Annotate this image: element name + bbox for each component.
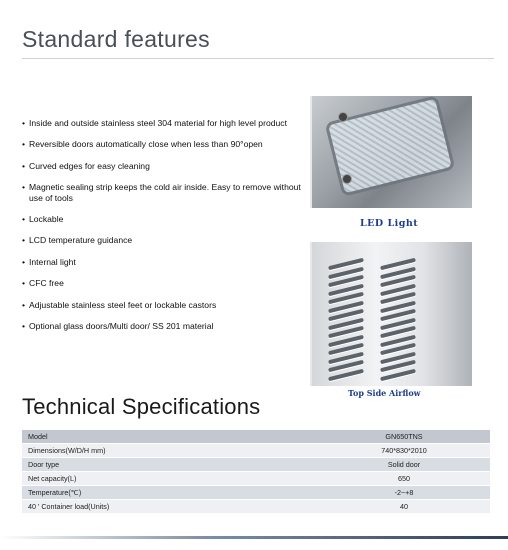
- table-row: [22, 472, 490, 486]
- led-light-caption: LED Light: [360, 218, 419, 229]
- features-list: [22, 118, 302, 342]
- list-item: [22, 161, 302, 171]
- airflow-photo: [310, 242, 472, 386]
- spec-value: GN650TNS: [318, 430, 490, 444]
- list-item: [22, 321, 302, 331]
- list-item: [22, 278, 302, 288]
- list-item: [22, 118, 302, 128]
- list-item: [22, 182, 302, 203]
- spec-value: 650: [318, 472, 490, 486]
- spec-value: 740*830*2010: [318, 444, 490, 458]
- feature-text: • Inside and outside stainless steel 304 material for high level product: [29, 118, 287, 128]
- feature-text: • Adjustable stainless steel feet or lockable castors: [29, 299, 217, 310]
- title-divider: [22, 58, 494, 59]
- technical-specifications-title: Technical Specifications: [22, 394, 261, 419]
- list-item: [22, 300, 302, 310]
- screw-icon: [342, 174, 352, 184]
- bottom-divider: [0, 536, 508, 539]
- screw-icon: [338, 112, 348, 122]
- list-item: [22, 257, 302, 267]
- spec-value: -2~+8: [318, 486, 490, 500]
- spec-label: 40 ' Container load(Units): [22, 500, 318, 514]
- list-item: [22, 139, 302, 149]
- table-row: [22, 458, 490, 472]
- list-item: [22, 235, 302, 245]
- spec-table: [22, 430, 490, 514]
- table-row: [22, 500, 490, 514]
- table-row: [22, 444, 490, 458]
- spec-label: Door type: [22, 458, 318, 472]
- airflow-caption: Top Side Airflow: [348, 388, 421, 398]
- led-light-photo: [310, 96, 472, 208]
- standard-features-title: Standard features: [22, 26, 210, 52]
- feature-text: • Lockable: [29, 214, 64, 225]
- list-item: [22, 214, 302, 224]
- spec-label: Net capacity(L): [22, 472, 318, 486]
- table-row: [22, 430, 490, 444]
- spec-label: Model: [22, 430, 318, 444]
- table-row: [22, 486, 490, 500]
- spec-value: Solid door: [318, 458, 490, 472]
- feature-text: • Optional glass doors/Multi door/ SS 201 material: [29, 321, 214, 332]
- feature-text: • Magnetic sealing strip keeps the cold air inside. Easy to remove without use of tools: [29, 182, 301, 203]
- feature-text: • Internal light: [29, 256, 76, 267]
- spec-value: 40: [318, 500, 490, 514]
- spec-label: Temperature(℃): [22, 486, 318, 500]
- feature-text: • LCD temperature guidance: [29, 235, 133, 246]
- feature-text: • Curved edges for easy cleaning: [29, 160, 150, 171]
- feature-text: • Reversible doors automatically close when less than 90°open: [29, 139, 263, 150]
- feature-text: • CFC free: [29, 278, 64, 289]
- spec-label: Dimensions(W/D/H mm): [22, 444, 318, 458]
